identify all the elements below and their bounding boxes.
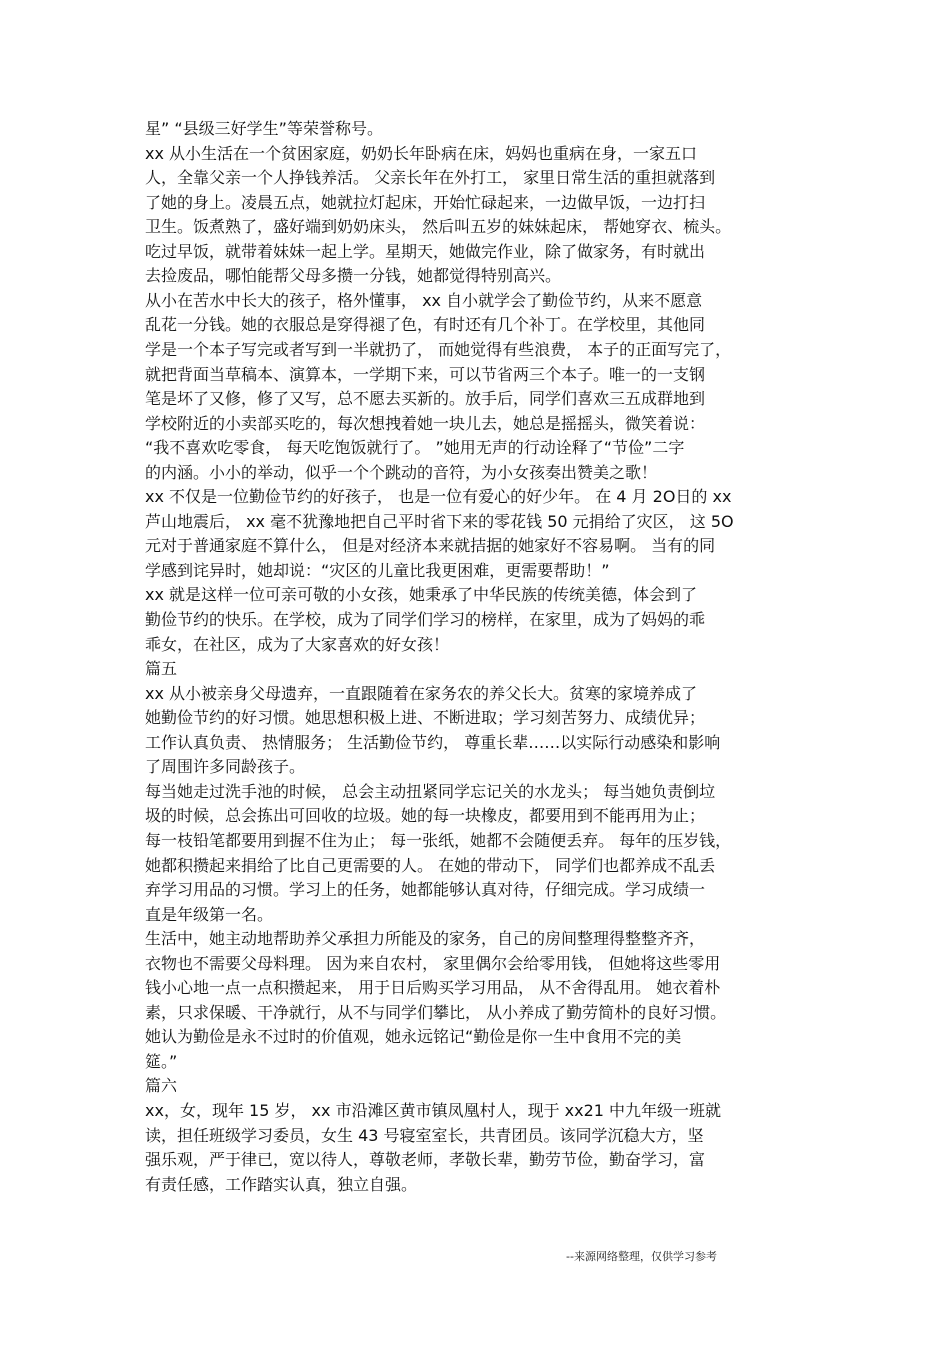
text-line: 学校附近的小卖部买吃的，每次想拽着她一块儿去，她总是摇摇头，微笑着说： bbox=[145, 413, 706, 433]
text-line: 素，只求保暖、干净就行，从不与同学们攀比， 从小养成了勤劳简朴的良好习惯。 bbox=[145, 1002, 727, 1022]
text-line: 笔是坏了又修，修了又写，总不愿去买新的。放手后，同学们喜欢三五成群地到 bbox=[145, 389, 706, 409]
text-line: 筵。” bbox=[145, 1051, 178, 1071]
text-line: 钱小心地一点一点积攒起来， 用于日后购买学习用品， 从不舍得乱用。 她衣着朴 bbox=[145, 978, 721, 998]
text-line: “我不喜欢吃零食， 每天吃饱饭就行了。 ”她用无声的行动诠释了“节俭”二字 bbox=[145, 438, 685, 458]
text-line: 弃学习用品的习惯。学习上的任务，她都能够认真对待，仔细完成。学习成绩一 bbox=[145, 880, 706, 900]
text-line: 每当她走过洗手池的时候， 总会主动扭紧同学忘记关的水龙头； 每当她负责倒垃 bbox=[145, 781, 716, 801]
text-line: 她都积攒起来捐给了比自己更需要的人。 在她的带动下， 同学们也都养成不乱丢 bbox=[145, 855, 716, 875]
text-line: 元对于普通家庭不算什么， 但是对经济本来就拮据的她家好不容易啊。 当有的同 bbox=[145, 536, 716, 556]
text-line: 每一枝铅笔都要用到握不住为止； 每一张纸，她都不会随便丢弃。 每年的压岁钱， bbox=[145, 830, 732, 850]
text-line: 强乐观，严于律已，宽以待人，尊敬老师，孝敬长辈，勤劳节俭，勤奋学习，富 bbox=[145, 1150, 706, 1170]
text-line: 工作认真负责、 热情服务； 生活勤俭节约， 尊重长辈……以实际行动感染和影响 bbox=[145, 732, 721, 752]
text-line: xx 不仅是一位勤俭节约的好孩子， 也是一位有爱心的好少年。 在 4 月 2O日的 xx bbox=[145, 487, 732, 507]
text-line: 人，全靠父亲一个人挣钱养活。 父亲长年在外打工， 家里日常生活的重担就落到 bbox=[145, 168, 716, 188]
text-line: 学感到诧异时，她却说：“灾区的儿童比我更困难，更需要帮助！” bbox=[145, 560, 610, 580]
text-line: xx 从小生活在一个贫困家庭，奶奶长年卧病在床，妈妈也重病在身，一家五口 bbox=[145, 143, 698, 163]
text-line: 篇六 bbox=[145, 1076, 178, 1096]
text-line: 勤俭节约的快乐。在学校，成为了同学们学习的榜样，在家里，成为了妈妈的乖 bbox=[145, 610, 706, 629]
text-line: 她认为勤俭是永不过时的价值观，她永远铭记“勤俭是你一生中食用不完的美 bbox=[145, 1027, 682, 1047]
text-line: 了她的身上。凌晨五点，她就拉灯起床，开始忙碌起来，一边做早饭，一边打扫 bbox=[145, 192, 706, 212]
text-line: 就把背面当草稿本、演算本，一学期下来，可以节省两三个本子。唯一的一支钢 bbox=[145, 364, 706, 384]
text-line: 从小在苦水中长大的孩子，格外懂事， xx 自小就学会了勤俭节约，从来不愿意 bbox=[145, 290, 703, 310]
text-line: 圾的时候，总会拣出可回收的垃圾。她的每一块橡皮，都要用到不能再用为止； bbox=[145, 806, 706, 826]
text-line: 学是一个本子写完或者写到一半就扔了， 而她觉得有些浪费， 本子的正面写完了， bbox=[145, 339, 732, 359]
text-line: 吃过早饭，就带着妹妹一起上学。星期天，她做完作业，除了做家务，有时就出 bbox=[145, 241, 706, 261]
text-line: 篇五 bbox=[145, 659, 178, 679]
text-line: 芦山地震后， xx 毫不犹豫地把自己平时省下来的零花钱 50 元捐给了灾区， 这 5O bbox=[145, 511, 734, 531]
text-line: 直是年级第一名。 bbox=[145, 904, 274, 924]
source-footer: --来源网络整理，仅供学习参考 bbox=[566, 1250, 717, 1263]
text-line: xx 就是这样一位可亲可敬的小女孩，她秉承了中华民族的传统美德，体会到了 bbox=[145, 585, 698, 605]
text-line: 读，担任班级学习委员，女生 43 号寝室室长，共青团员。该同学沉稳大方，坚 bbox=[145, 1125, 704, 1145]
text-line: 星” “县级三好学生”等荣誉称号。 bbox=[145, 119, 383, 138]
text-line: 了周围许多同龄孩子。 bbox=[145, 757, 306, 777]
text-line: 乱花一分钱。她的衣服总是穿得褪了色，有时还有几个补丁。在学校里，其他同 bbox=[145, 315, 706, 335]
text-line: 衣物也不需要父母料理。 因为来自农村， 家里偶尔会给零用钱， 但她将这些零用 bbox=[145, 953, 721, 973]
text-line: 卫生。饭煮熟了，盛好端到奶奶床头， 然后叫五岁的妹妹起床， 帮她穿衣、梳头。 bbox=[145, 217, 732, 237]
text-line: 有责任感，工作踏实认真，独立自强。 bbox=[145, 1174, 418, 1194]
text-line: 去捡废品，哪怕能帮父母多攒一分钱，她都觉得特别高兴。 bbox=[145, 266, 562, 286]
text-line: xx 从小被亲身父母遗弃，一直跟随着在家务农的养父长大。贫寒的家境养成了 bbox=[145, 683, 698, 703]
text-line: 她勤俭节约的好习惯。她思想积极上进、不断进取；学习刻苦努力、成绩优异； bbox=[145, 708, 706, 728]
text-line: 的内涵。小小的举动，似乎一个个跳动的音符，为小女孩奏出赞美之歌！ bbox=[145, 462, 658, 482]
text-line: 生活中，她主动地帮助养父承担力所能及的家务，自己的房间整理得整整齐齐， bbox=[145, 929, 706, 949]
text-line: 乖女，在社区，成为了大家喜欢的好女孩！ bbox=[145, 634, 450, 654]
text-line: xx，女，现年 15 岁， xx 市沿滩区黄市镇凤凰村人，现于 xx21 中九年级一班就 bbox=[145, 1101, 722, 1120]
